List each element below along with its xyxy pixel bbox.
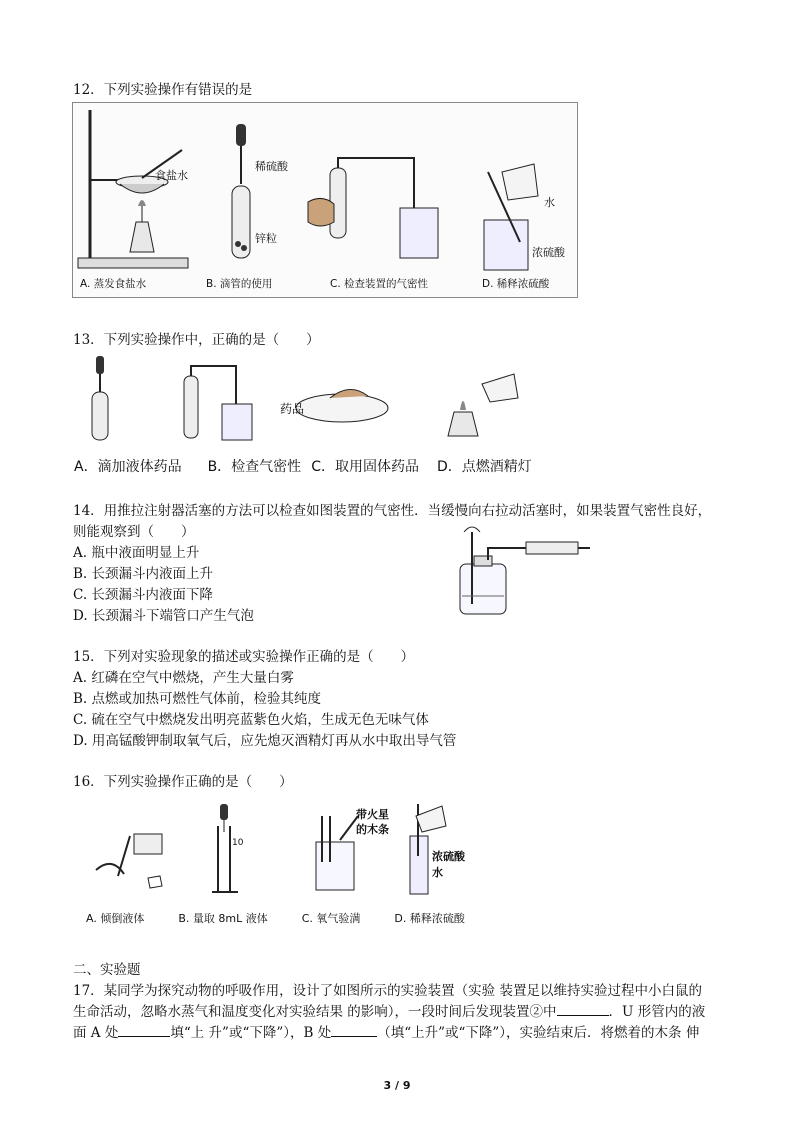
q17-line3-text-b: 填“上 升”或“下降”），B 处 — [170, 1025, 332, 1041]
q14-option-b: B. 长颈漏斗内液面上升 — [73, 566, 214, 582]
q14-option-d: D. 长颈漏斗下端管口产生气泡 — [73, 608, 254, 624]
label-conc-acid: 浓硫酸 — [532, 246, 565, 259]
caption-b: B. 量取 8mL 液体 — [178, 912, 268, 925]
q13-stem: 13．下列实验操作中，正确的是（ ） — [73, 332, 320, 348]
q17-line1: 17．某同学为探究动物的呼吸作用，设计了如图所示的实验装置（实验 装置足以维持实验过程中小白鼠的 — [73, 983, 702, 999]
q16-figure — [82, 796, 482, 930]
answer-blank-2[interactable] — [118, 1024, 170, 1037]
page-number: 3 / 9 — [383, 1079, 411, 1092]
caption-b: B．检查气密性 — [207, 459, 302, 475]
q13-figure — [72, 352, 562, 476]
section-title: 二、实验题 — [73, 962, 141, 978]
caption-c: C. 氧气验满 — [301, 912, 361, 925]
q15-option-b: B. 点燃或加热可燃性气体前，检验其纯度 — [73, 691, 322, 707]
caption-d: D. 稀释浓硫酸 — [394, 912, 465, 925]
label-stick: 带火星 — [356, 808, 389, 821]
q17-line3-text-c: （填“上升”或“下降”），实验结束后．将燃着的木条 伸 — [377, 1025, 700, 1041]
caption-d: D．点燃酒精灯 — [436, 459, 532, 475]
q14-figure — [452, 524, 592, 616]
q14-stem-line2: 则能观察到（ ） — [73, 524, 195, 540]
label-dilute-acid: 稀硫酸 — [255, 160, 288, 173]
caption-c: C. 检查装置的气密性 — [330, 278, 429, 290]
caption-a: A. 倾倒液体 — [86, 912, 145, 925]
q16-stem: 16．下列实验操作正确的是（ ） — [73, 774, 293, 790]
answer-blank-1[interactable] — [557, 1003, 609, 1016]
q17-line2 — [73, 1000, 705, 1020]
q15-option-c: C. 硫在空气中燃烧发出明亮蓝紫色火焰，生成无色无味气体 — [73, 712, 429, 728]
caption-b: B. 滴管的使用 — [206, 278, 273, 290]
label-conc-acid: 浓硫酸 — [432, 850, 465, 863]
q15-option-d: D. 用高锰酸钾制取氧气后，应先熄灭酒精灯再从水中取出导气管 — [73, 733, 457, 749]
caption-c: C．取用固体药品 — [311, 459, 419, 475]
q14-stem-line1: 14．用推拉注射器活塞的方法可以检查如图装置的气密性．当缓慢向右拉动活塞时，如果装置气密性良好， — [73, 503, 712, 519]
label-drug: 药品 — [280, 402, 305, 416]
answer-blank-3[interactable] — [331, 1024, 377, 1037]
label-stick2: 的木条 — [356, 823, 389, 836]
q17-line2-text-b: ．U 形管内的液 — [608, 1004, 706, 1020]
label-salt-water: 食盐水 — [155, 169, 188, 182]
label-water: 水 — [544, 196, 555, 209]
q12-figure — [72, 102, 578, 298]
caption-a: A．滴加液体药品 — [74, 459, 182, 475]
q14-option-a: A. 瓶中液面明显上升 — [73, 545, 200, 561]
label-water: 水 — [432, 866, 443, 879]
q15-stem: 15．下列对实验现象的描述或实验操作正确的是（ ） — [73, 649, 415, 665]
scale-label: 10 — [232, 838, 244, 848]
q17-line3-text-a: 面 A 处 — [73, 1025, 119, 1041]
q17-line3 — [73, 1021, 699, 1041]
q15-option-a: A. 红磷在空气中燃烧，产生大量白雾 — [73, 670, 294, 686]
q17-line2-text-a: 生命活动，忽略水蒸气和温度变化对实验结果 的影响），一段时间后发现装置②中 — [73, 1004, 557, 1020]
label-zinc: 锌粒 — [255, 232, 277, 245]
q14-option-c: C. 长颈漏斗内液面下降 — [73, 587, 213, 603]
q12-stem: 12．下列实验操作有错误的是 — [73, 82, 253, 98]
caption-a: A. 蒸发食盐水 — [80, 278, 147, 290]
caption-d: D. 稀释浓硫酸 — [482, 278, 550, 290]
